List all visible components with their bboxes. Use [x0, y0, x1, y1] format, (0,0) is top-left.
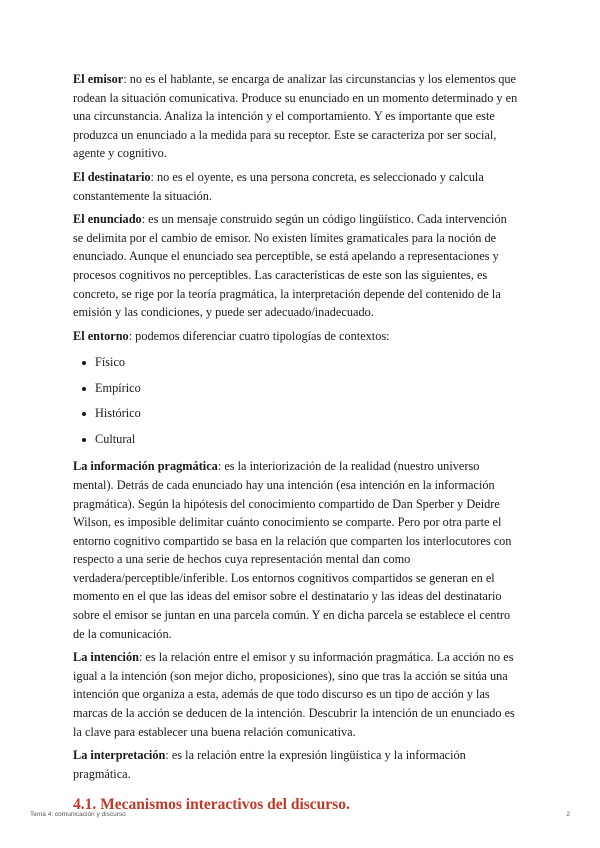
page-content — [73, 70, 520, 815]
contexts-list — [73, 350, 520, 452]
list-item-empirico: Empírico — [95, 376, 520, 402]
definition-intencion: : es la relación entre el emisor y su información pragmática. La acción no es igual a la intención (son mejor dicho, proposiciones), sino que tras la acción se sitúa una intención que organiza a esta, además de que todo discurso es un tipo de acción y las marcas de la acción se deducen de la intención. Descubrir la intención de un enunciado es la clave para establecer una buena relación comunicativa. — [73, 650, 515, 739]
page-number: 2 — [566, 811, 570, 818]
definition-enunciado: : es un mensaje construido según un código lingüístico. Cada intervención se delimita por el cambio de emisor. No existen límites gramaticales para la noción de enunciado. Aunque el enunciado sea perceptible, se está apelando a representaciones y procesos cognitivos no perceptibles. Las características de este son las siguientes, es concreto, se rige por la teoría pragmática, la interpretación depende del contenido de la emisión y las condiciones, y puede ser adecuado/inadecuado. — [73, 212, 507, 320]
list-item-cultural: Cultural — [95, 427, 520, 453]
term-enunciado: El enunciado — [73, 212, 142, 227]
term-destinatario: El destinatario — [73, 169, 151, 184]
definition-interpretacion: : es la relación entre la expresión lingüística y la información pragmática. — [73, 748, 466, 781]
paragraph-interpretacion — [73, 746, 520, 783]
term-informacion-pragmatica: La información pragmática — [73, 459, 218, 474]
definition-entorno: : podemos diferenciar cuatro tipologías de contextos: — [128, 328, 390, 343]
definition-destinatario: : no es el oyente, es una persona concreta, es seleccionado y calcula constantemente la situación. — [73, 169, 484, 203]
list-item-fisico: Físico — [95, 350, 520, 376]
definition-emisor: : no es el hablante, se encarga de analizar las circunstancias y los elementos que rodean la situación comunicativa. Produce su enunciado en un momento determinado y en una circunstancia. Analiza la intención y el comportamiento. Y es importante que este produzca un enunciado a la medida para su receptor. Este se caracteriza por ser social, agente y cognitivo. — [73, 72, 518, 161]
term-entorno: El entorno — [73, 328, 129, 343]
paragraph-intencion — [73, 648, 520, 741]
definition-informacion-pragmatica: : es la interiorización de la realidad (nuestro universo mental). Detrás de cada enunciado hay una intención (esa intención en la información pragmática). Según la hipótesis del conocimiento compartido de Dan Sperber y Deidre Wilson, es imposible delimitar cuánto conocimiento se comparte. Pero por otra parte el entorno cognitivo compartido se basa en la relación que comparten los interlocutores con respecto a una serie de hechos cuya representación mental dan como verdadera/perceptible/inferible. Los entornos cognitivos compartidos se generan en el momento en el que las ideas del emisor sobre el destinatario y las ideas del destinatario sobre el emisor se juntan en una parcela común. Y en dicha parcela se establece el centro de la comunicación. — [73, 459, 512, 641]
paragraph-entorno — [73, 327, 520, 346]
footer-title: Tema 4: comunicación y discurso — [30, 811, 126, 818]
term-intencion: La intención — [73, 650, 139, 665]
paragraph-destinatario — [73, 168, 520, 205]
term-emisor: El emisor — [73, 72, 124, 86]
paragraph-emisor — [73, 70, 520, 163]
paragraph-informacion-pragmatica — [73, 457, 520, 643]
paragraph-enunciado — [73, 210, 520, 322]
term-interpretacion: La interpretación — [73, 748, 166, 763]
list-item-historico: Histórico — [95, 401, 520, 427]
section-heading: 4.1. Mecanismos interactivos del discurso. — [73, 796, 350, 814]
